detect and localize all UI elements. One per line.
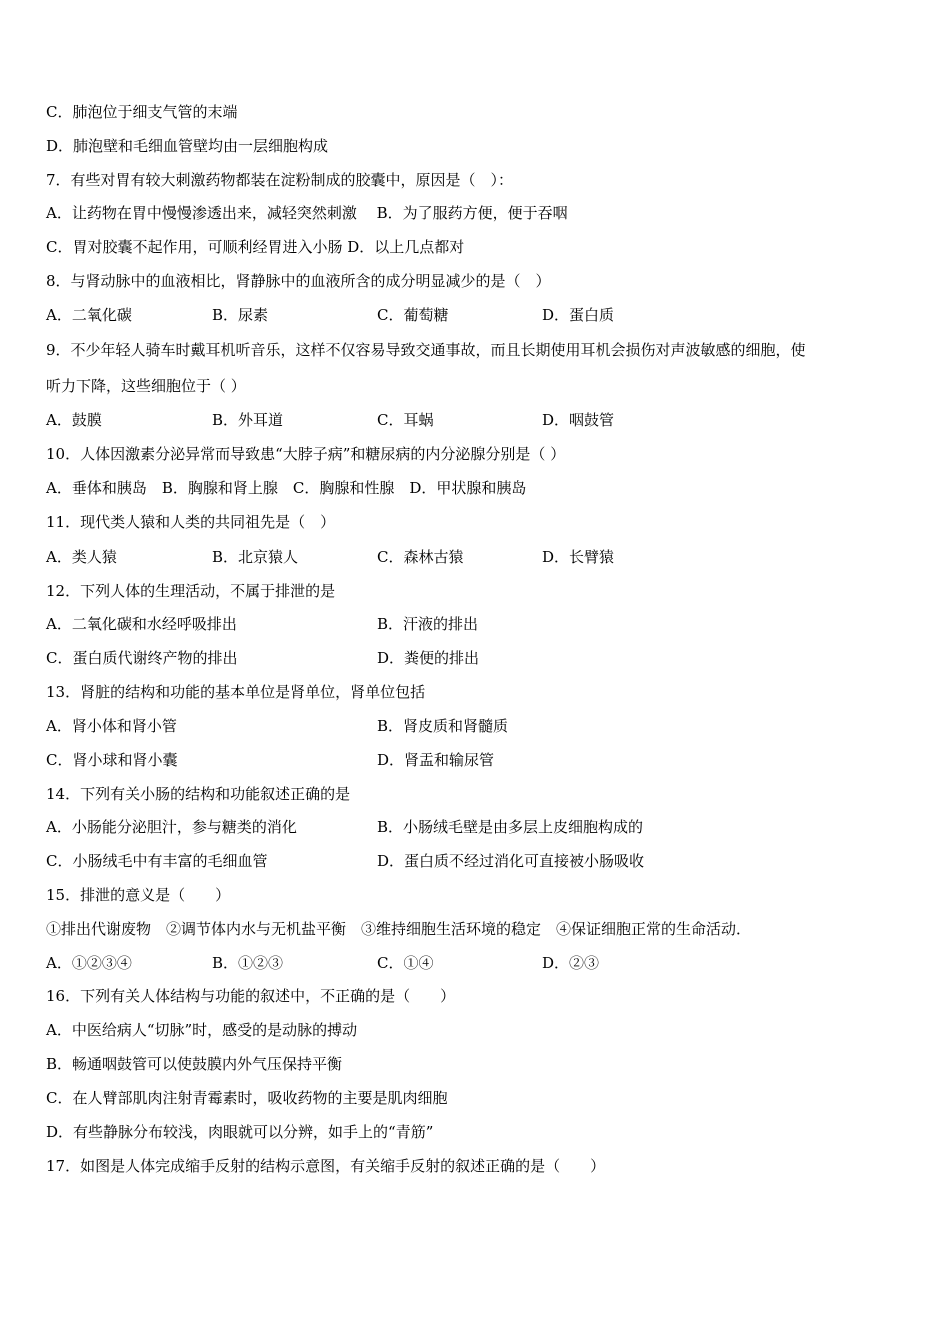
q13-option-d: D．肾盂和输尿管 — [377, 751, 495, 769]
question-14: 14．下列有关小肠的结构和功能叙述正确的是 — [46, 785, 351, 803]
q15-option-d: D．②③ — [542, 954, 600, 972]
q11-option-a: A．类人猿 — [46, 548, 117, 566]
q13-option-b: B．肾皮质和肾髓质 — [377, 717, 509, 735]
question-17: 17．如图是人体完成缩手反射的结构示意图，有关缩手反射的叙述正确的是（ ） — [46, 1157, 606, 1175]
q7-options-ab: A．让药物在胃中慢慢渗透出来，减轻突然刺激 B．为了服药方便，便于吞咽 — [46, 204, 568, 222]
q16-option-d: D．有些静脉分布较浅，肉眼就可以分辨，如手上的“青筋” — [46, 1123, 434, 1141]
q12-option-c: C．蛋白质代谢终产物的排出 — [46, 649, 238, 667]
question-10: 10．人体因激素分泌异常而导致患“大脖子病”和糖尿病的内分泌腺分别是（ ） — [46, 445, 566, 463]
question-7: 7．有些对胃有较大刺激药物都装在淀粉制成的胶囊中，原因是（ ）： — [46, 171, 514, 189]
q14-option-a: A．小肠能分泌胆汁，参与糖类的消化 — [46, 818, 297, 836]
q8-option-c: C．葡萄糖 — [377, 306, 449, 324]
q12-option-a: A．二氧化碳和水经呼吸排出 — [46, 615, 237, 633]
q12-option-d: D．粪便的排出 — [377, 649, 480, 667]
q8-option-a: A．二氧化碳 — [46, 306, 132, 324]
question-8: 8．与肾动脉中的血液相比，肾静脉中的血液所含的成分明显减少的是（ ） — [46, 272, 551, 290]
question-12: 12．下列人体的生理活动，不属于排泄的是 — [46, 582, 336, 600]
q16-option-c: C．在人臂部肌肉注射青霉素时，吸收药物的主要是肌肉细胞 — [46, 1089, 448, 1107]
q14-option-d: D．蛋白质不经过消化可直接被小肠吸收 — [377, 852, 645, 870]
q6-option-d: D．肺泡壁和毛细血管壁均由一层细胞构成 — [46, 137, 329, 155]
question-9-line1: 9．不少年轻人骑车时戴耳机听音乐，这样不仅容易导致交通事故，而且长期使用耳机会损伤对声波敏感的细胞，使 — [46, 341, 806, 359]
q10-options: A．垂体和胰岛 B．胸腺和肾上腺 C．胸腺和性腺 D．甲状腺和胰岛 — [46, 479, 527, 497]
q13-option-c: C．肾小球和肾小囊 — [46, 751, 178, 769]
q13-option-a: A．肾小体和肾小管 — [46, 717, 177, 735]
q16-option-b: B．畅通咽鼓管可以使鼓膜内外气压保持平衡 — [46, 1055, 343, 1073]
q14-option-c: C．小肠绒毛中有丰富的毛细血管 — [46, 852, 268, 870]
q11-option-d: D．长臂猿 — [542, 548, 615, 566]
q12-option-b: B．汗液的排出 — [377, 615, 479, 633]
q9-option-a: A．鼓膜 — [46, 411, 102, 429]
question-15: 15．排泄的意义是（ ） — [46, 886, 231, 904]
question-9-line2: 听力下降，这些细胞位于（ ） — [46, 377, 246, 395]
q15-option-b: B．①②③ — [212, 954, 284, 972]
q11-option-b: B．北京猿人 — [212, 548, 299, 566]
question-11: 11．现代类人猿和人类的共同祖先是（ ） — [46, 513, 336, 531]
q7-options-cd: C．胃对胶囊不起作用，可顺利经胃进入小肠 D．以上几点都对 — [46, 238, 465, 256]
question-16: 16．下列有关人体结构与功能的叙述中，不正确的是（ ） — [46, 987, 456, 1005]
q11-option-c: C．森林古猿 — [377, 548, 464, 566]
q6-option-c: C．肺泡位于细支气管的末端 — [46, 103, 238, 121]
q9-option-b: B．外耳道 — [212, 411, 284, 429]
q14-option-b: B．小肠绒毛壁是由多层上皮细胞构成的 — [377, 818, 644, 836]
q15-statements: ①排出代谢废物 ②调节体内水与无机盐平衡 ③维持细胞生活环境的稳定 ④保证细胞正常的生命活动． — [46, 920, 752, 938]
q16-option-a: A．中医给病人“切脉”时，感受的是动脉的搏动 — [46, 1021, 358, 1039]
q9-option-c: C．耳蜗 — [377, 411, 434, 429]
q8-option-b: B．尿素 — [212, 306, 269, 324]
q15-option-a: A．①②③④ — [46, 954, 132, 972]
q15-option-c: C．①④ — [377, 954, 434, 972]
q9-option-d: D．咽鼓管 — [542, 411, 615, 429]
question-13: 13．肾脏的结构和功能的基本单位是肾单位，肾单位包括 — [46, 683, 426, 701]
q8-option-d: D．蛋白质 — [542, 306, 615, 324]
